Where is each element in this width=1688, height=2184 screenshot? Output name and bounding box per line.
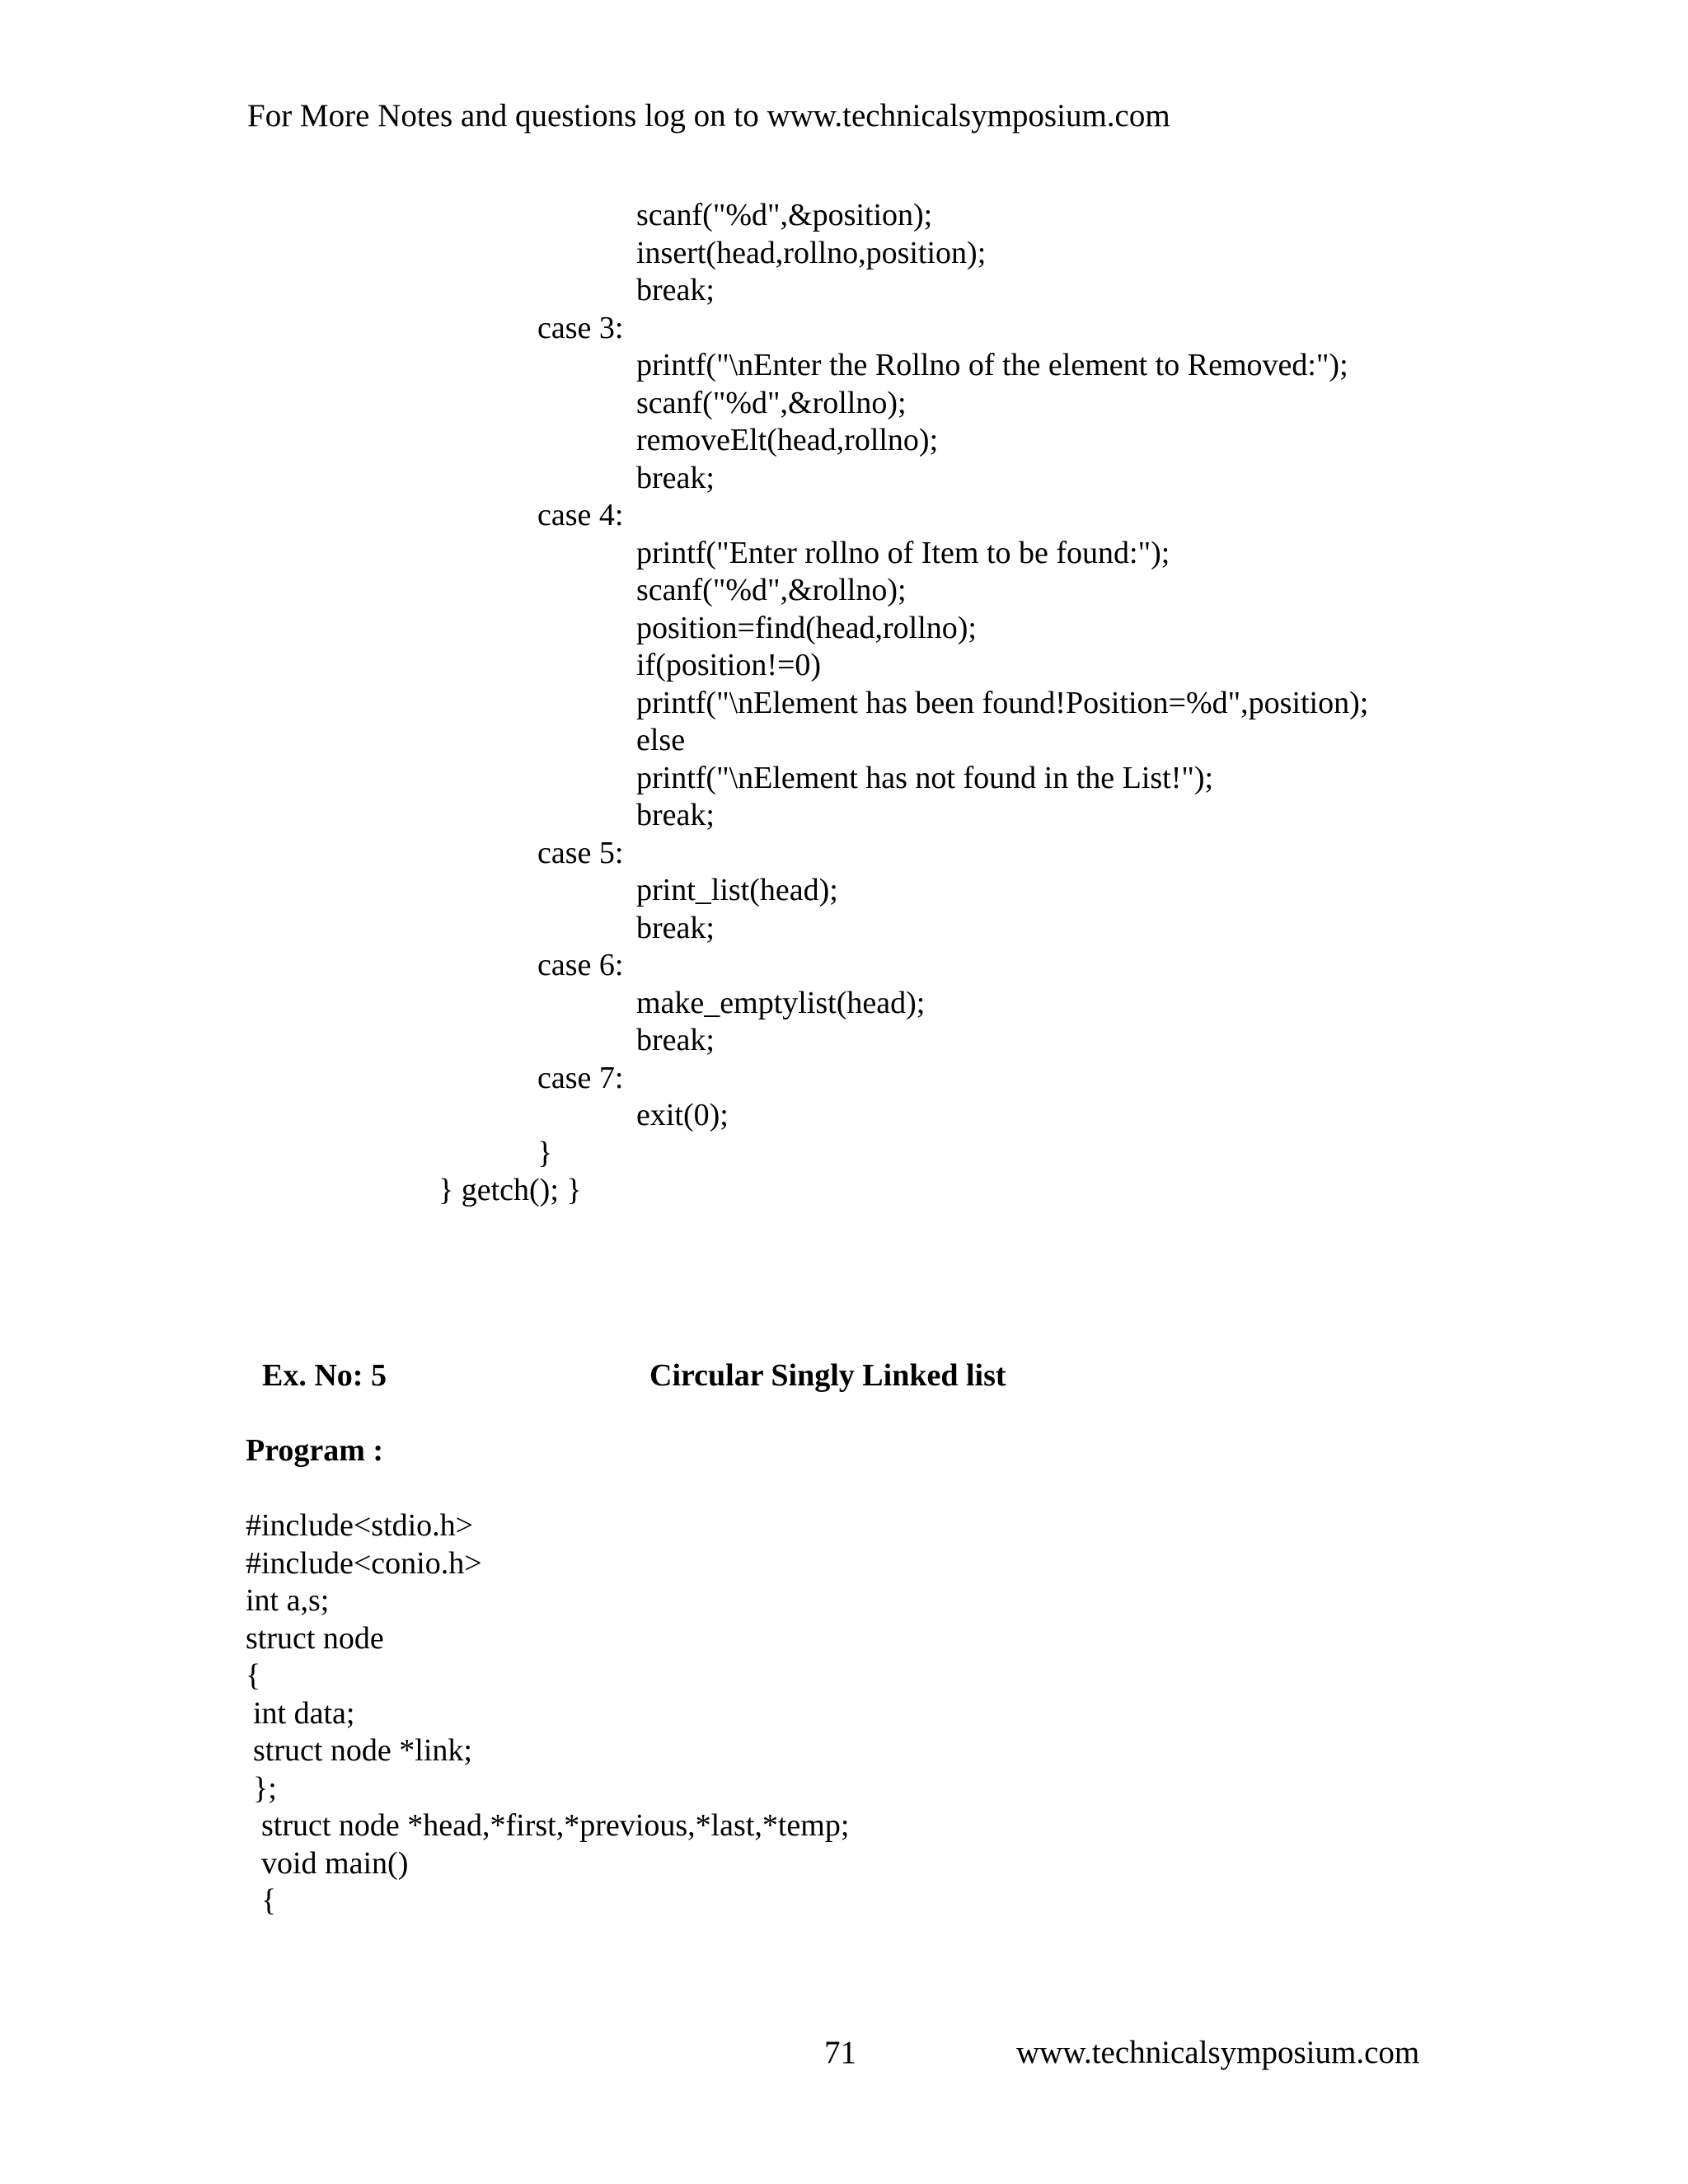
code-line: case 7: xyxy=(537,1060,624,1095)
code-line: position=find(head,rollno); xyxy=(636,610,977,645)
code-line: if(position!=0) xyxy=(636,648,822,682)
code-line: }; xyxy=(253,1770,277,1806)
code-line: break; xyxy=(636,273,715,307)
code-line: break; xyxy=(636,460,715,495)
code-line: case 5: xyxy=(537,835,624,870)
code-line: scanf("%d",&rollno); xyxy=(636,385,907,420)
code-line: break; xyxy=(636,798,715,832)
code-line: scanf("%d",&position); xyxy=(636,198,933,232)
code-line: struct node xyxy=(246,1620,384,1656)
code-line: void main() xyxy=(261,1845,409,1881)
code-line: exit(0); xyxy=(636,1098,729,1132)
code-line: scanf("%d",&rollno); xyxy=(636,573,907,607)
exercise-title: Circular Singly Linked list xyxy=(649,1358,1006,1393)
code-line: struct node *head,*first,*previous,*last,*temp; xyxy=(261,1808,850,1843)
code-line: struct node *link; xyxy=(253,1733,472,1768)
program-label: Program : xyxy=(246,1433,384,1468)
code-line: case 3: xyxy=(537,310,624,345)
code-line: make_emptylist(head); xyxy=(636,985,926,1020)
page-number: 71 xyxy=(824,2035,856,2070)
code-line: printf("\nEnter the Rollno of the element to Removed:"); xyxy=(636,348,1348,382)
code-line: int a,s; xyxy=(246,1583,330,1618)
code-line: case 6: xyxy=(537,948,624,982)
code-line: printf("\nElement has not found in the List!"); xyxy=(636,760,1214,795)
code-line: printf("Enter rollno of Item to be found:"); xyxy=(636,535,1170,570)
code-line: { xyxy=(261,1883,277,1918)
code-line: break; xyxy=(636,1023,715,1057)
code-line: break; xyxy=(636,910,715,945)
code-line: case 4: xyxy=(537,498,624,532)
code-line: printf("\nElement has been found!Position=%d",position); xyxy=(636,685,1369,720)
code-line: } xyxy=(537,1135,553,1170)
page-header: For More Notes and questions log on to www.technicalsymposium.com xyxy=(247,98,1170,134)
code-line: } getch(); } xyxy=(438,1173,582,1207)
code-line: { xyxy=(246,1658,261,1693)
code-line: int data; xyxy=(253,1695,355,1731)
code-line: #include<stdio.h> xyxy=(246,1508,474,1543)
code-line: insert(head,rollno,position); xyxy=(636,235,987,270)
footer-url: www.technicalsymposium.com xyxy=(1016,2035,1420,2070)
code-line: print_list(head); xyxy=(636,873,838,907)
exercise-number: Ex. No: 5 xyxy=(262,1358,387,1393)
code-line: else xyxy=(636,723,686,757)
code-line: #include<conio.h> xyxy=(246,1545,482,1581)
code-line: removeElt(head,rollno); xyxy=(636,423,939,457)
